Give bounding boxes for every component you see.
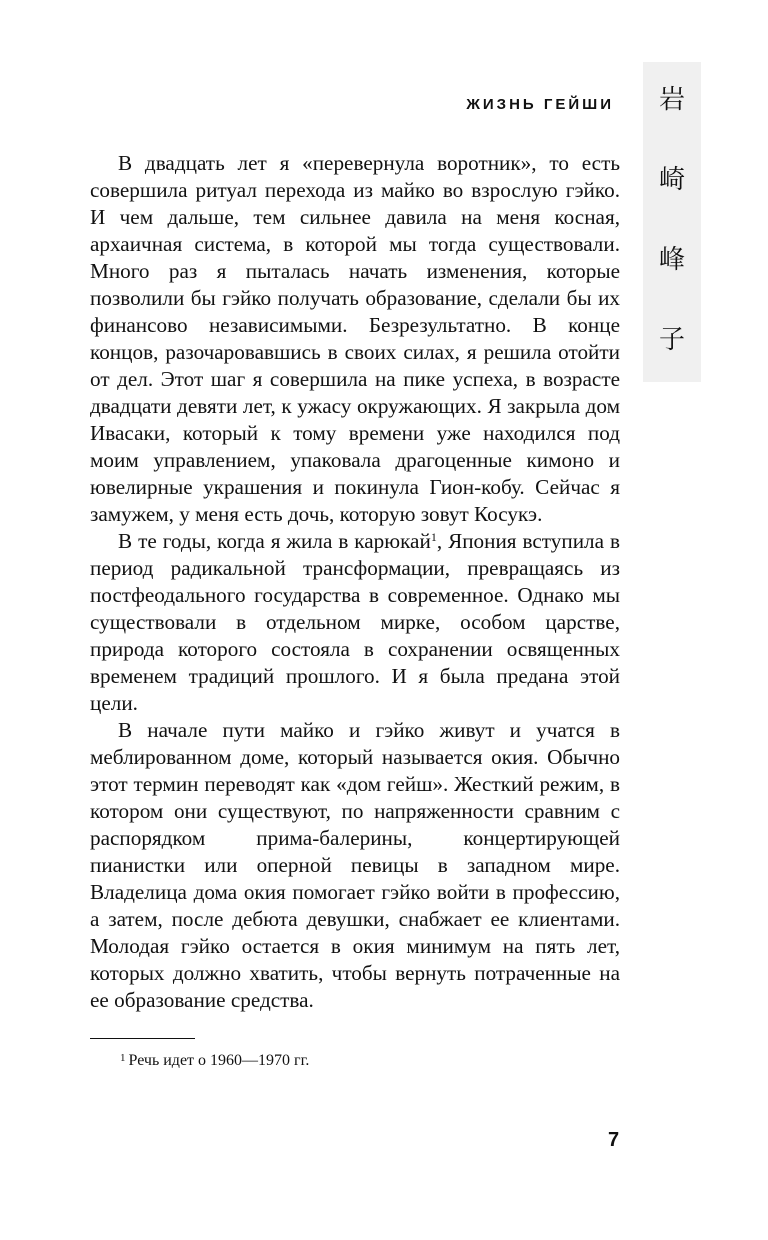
paragraph: В двадцать лет я «перевернула воротник», то есть совершила ритуал перехода из майко во взрослую гэйко. И чем дальше, тем сильнее давила на меня косная, архаичная система, в которой мы тогда существовали. Много раз я пыталась начать изменения, которые позволили бы гэйко получать образование, сделали бы их финансово независимыми. Безрезультатно. В конце концов, разочаровавшись в своих силах, я решила отойти от дел. Этот шаг я совершила на пике успеха, в возрасте двадцати девяти лет, к ужасу окружающих. Я закрыла дом Ивасаки, который к тому времени уже находился под моим управлением, упаковала драгоценные кимоно и ювелирные украшения и покинула Гион-кобу. Сейчас я замужем, у меня есть дочь, которую зовут Косукэ. [90,151,620,526]
footnote-text: Речь идет о 1960—1970 гг. [128,1052,310,1069]
page-number: 7 [608,1129,620,1151]
side-title-char: 岩 [658,85,685,115]
running-header: ЖИЗНЬ ГЕЙШИ [466,96,614,113]
footnote-reference: 1 [430,530,437,544]
footnote-marker: 1 [120,1052,126,1064]
body-text [90,150,620,1014]
paragraph-text-after-note: , Япония вступила в период радикальной трансформации, превращаясь из постфеодального государства в современное. Однако мы существовали в отдельном мирке, особом царстве, природа которого состояла в сохранении освященных временем традиций прошлого. И я была предана этой цели. [90,529,620,715]
footnote-divider [90,1038,195,1039]
side-title-char: 崎 [658,165,685,195]
side-title-char: 子 [658,325,685,355]
paragraph [90,528,620,717]
paragraph: В начале пути майко и гэйко живут и учатся в меблированном доме, который называется окия. Обычно этот термин переводят как «дом гейш». Жесткий режим, в котором они существуют, по напряженности сравним с распорядком прима-балерины, концертирующей пианистки или оперной певицы в западном мире. Владелица дома окия помогает гэйко войти в профессию, а затем, после дебюта девушки, снабжает ее клиентами. Молодая гэйко остается в окия минимум на пять лет, которых должно хватить, чтобы вернуть потраченные на ее образование средства. [90,718,620,1012]
paragraph-text-before-note: В те годы, когда я жила в карюкай [118,529,431,553]
side-title-char: 峰 [658,245,685,275]
footnote [120,1048,309,1071]
